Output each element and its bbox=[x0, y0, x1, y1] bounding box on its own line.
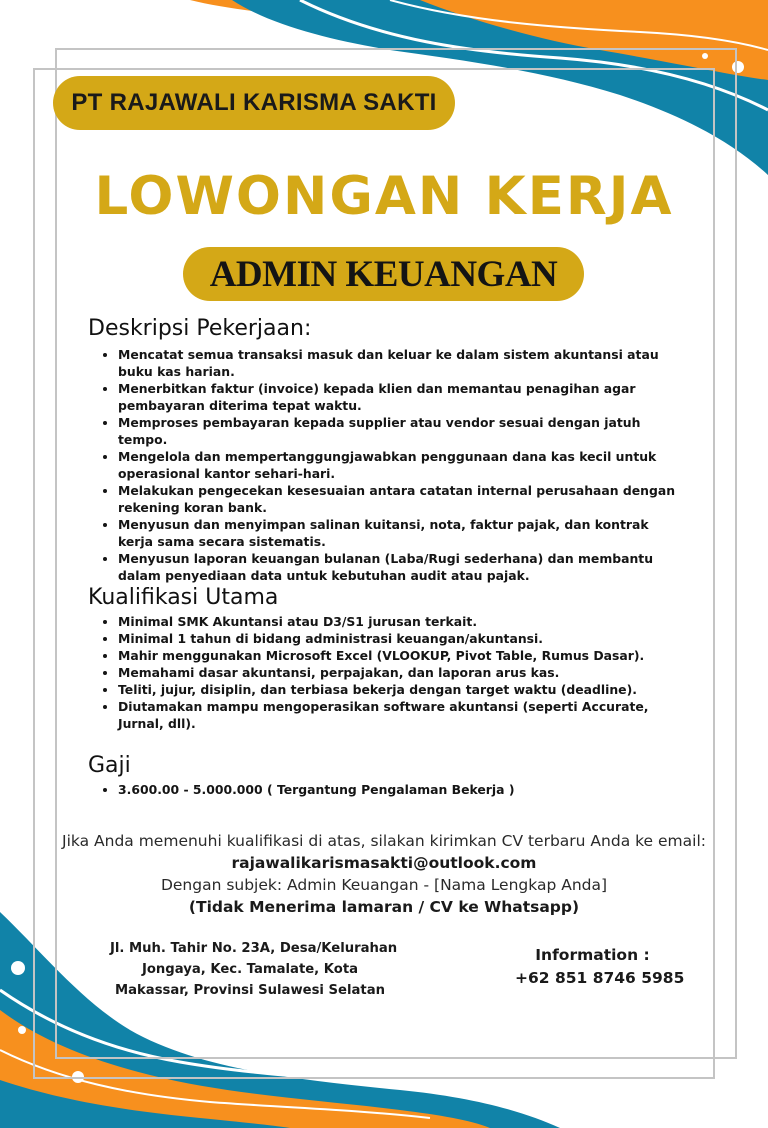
list-item: • Minimal SMK Akuntansi atau D3/S1 jurusan terkait. bbox=[118, 613, 678, 630]
headline: LOWONGAN KERJA bbox=[94, 166, 674, 227]
list-item: • Memahami dasar akuntansi, perpajakan, dan laporan arus kas. bbox=[118, 664, 678, 681]
company-name-badge bbox=[53, 76, 455, 130]
list-item: • Mahir menggunakan Microsoft Excel (VLOOKUP, Pivot Table, Rumus Dasar). bbox=[118, 647, 678, 664]
list-item: • Minimal 1 tahun di bidang administrasi keuangan/akuntansi. bbox=[118, 630, 678, 647]
contact-info bbox=[515, 944, 685, 990]
salary-title: Gaji bbox=[88, 753, 131, 778]
bottom-dot-1 bbox=[11, 961, 25, 975]
application-note: (Tidak Menerima lamaran / CV ke Whatsapp) bbox=[188, 898, 580, 916]
list-item: • Melakukan pengecekan kesesuaian antara catatan internal perusahaan dengan rekening koran bank. bbox=[118, 482, 678, 516]
job-description-title: Deskripsi Pekerjaan: bbox=[88, 316, 312, 341]
qualifications-title: Kualifikasi Utama bbox=[88, 585, 279, 610]
list-item: • Mengelola dan mempertanggungjawabkan penggunaan dana kas kecil untuk operasional kantor sehari-hari. bbox=[118, 448, 678, 482]
company-name: PT RAJAWALI KARISMA SAKTI bbox=[71, 89, 437, 116]
list-item: • Menyusun dan menyimpan salinan kuitansi, nota, faktur pajak, dan kontrak kerja sama secara sistematis. bbox=[118, 516, 678, 550]
application-email[interactable]: rajawalikarismasakti@outlook.com bbox=[231, 854, 537, 872]
address-line: Jl. Muh. Tahir No. 23A, Desa/Kelurahan bbox=[110, 941, 398, 956]
address-line: Jongaya, Kec. Tamalate, Kota bbox=[141, 962, 359, 977]
qualifications-list bbox=[98, 613, 678, 732]
contact-phone[interactable]: +62 851 8746 5985 bbox=[515, 969, 685, 987]
salary-list bbox=[98, 781, 678, 798]
contact-label: Information : bbox=[535, 946, 650, 964]
list-item: • Teliti, jujur, disiplin, dan terbiasa bekerja dengan target waktu (deadline). bbox=[118, 681, 678, 698]
salary-range: • 3.600.00 - 5.000.000 ( Tergantung Pengalaman Bekerja ) bbox=[118, 781, 678, 798]
bottom-dot-2 bbox=[18, 1026, 26, 1034]
application-subject: Dengan subjek: Admin Keuangan - [Nama Lengkap Anda] bbox=[160, 876, 608, 894]
company-address bbox=[110, 938, 398, 1001]
list-item: • Memproses pembayaran kepada supplier atau vendor sesuai dengan jatuh tempo. bbox=[118, 414, 678, 448]
list-item: • Menerbitkan faktur (invoice) kepada klien dan memantau penagihan agar pembayaran diterima tepat waktu. bbox=[118, 380, 678, 414]
position-badge bbox=[183, 247, 584, 301]
application-intro: Jika Anda memenuhi kualifikasi di atas, silakan kirimkan CV terbaru Anda ke email: bbox=[62, 832, 706, 850]
address-line: Makassar, Provinsi Sulawesi Selatan bbox=[115, 983, 385, 998]
job-description-list bbox=[98, 346, 678, 584]
list-item: • Menyusun laporan keuangan bulanan (Laba/Rugi sederhana) dan membantu dalam penyediaan data untuk kebutuhan audit atau pajak. bbox=[118, 550, 678, 584]
position-title: ADMIN KEUANGAN bbox=[209, 253, 558, 295]
list-item: • Mencatat semua transaksi masuk dan keluar ke dalam sistem akuntansi atau buku kas harian. bbox=[118, 346, 678, 380]
list-item: • Diutamakan mampu mengoperasikan software akuntansi (seperti Accurate, Jurnal, dll). bbox=[118, 698, 678, 732]
